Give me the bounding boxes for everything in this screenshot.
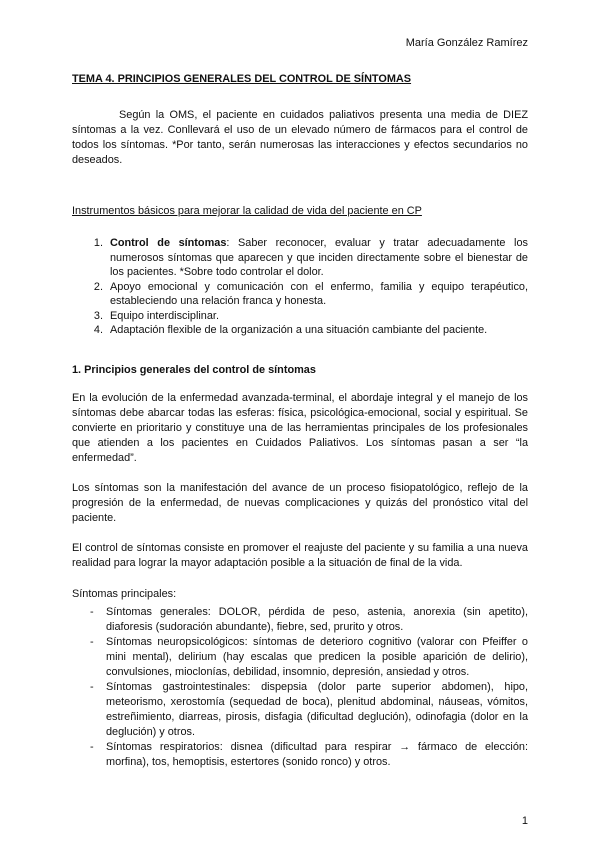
instrument-item-bold: Control de síntomas — [110, 237, 227, 249]
page-content — [72, 72, 528, 770]
symptom-item: - Síntomas neuropsicológicos: síntomas de deterioro cognitivo (valorar con Pfeiffer o mini mental), delirium (hay escalas que predicen la posible aparición de delirio), convulsiones, mioclonías, debilidad, insomnio, depresión, ansiedad y otros. — [106, 635, 528, 680]
symptoms-heading: Síntomas principales: — [72, 587, 177, 600]
instruments-heading: Instrumentos básicos para mejorar la calidad de vida del paciente en CP — [72, 205, 422, 217]
instrument-item — [106, 236, 528, 280]
author-header: María González Ramírez — [405, 37, 528, 49]
section-title: 1. Principios generales del control de síntomas — [72, 363, 316, 376]
body-paragraph: En la evolución de la enfermedad avanzada-terminal, el abordaje integral y el manejo de los síntomas debe abarcar todas las esferas: física, psicológica-emocional, social y espiritual. Se convierte en prioritario y constituye una de las herramientas principales de los profesionales que atienden a los pacientes en Cuidados Paliativos. Los síntomas pasan a ser “la enfermedad”. — [72, 391, 528, 464]
instrument-item — [106, 309, 528, 324]
instrument-item-text: : Saber reconocer, evaluar y tratar adecuadamente los numerosos síntomas que aparecen y que inciden directamente sobre el bienestar de los pacientes. *Sobre todo controlar el dolor. — [110, 237, 528, 278]
page-number: 1 — [521, 815, 528, 827]
instrument-item — [106, 280, 528, 309]
instrument-item-text: Apoyo emocional y comunicación con el enfermo, familia y equipo terapéutico, estableciendo una relación franca y honesta. — [110, 280, 528, 307]
document-title: TEMA 4. PRINCIPIOS GENERALES DEL CONTROL DE SÍNTOMAS — [72, 73, 412, 85]
symptom-item: - Síntomas gastrointestinales: dispepsia (dolor parte superior abdomen), hipo, meteorismo, xerostomía (sequedad de boca), plenitud abdominal, náuseas, vómitos, estreñimiento, diarreas, pirosis, disfagia (dificultad deglución), odinofagia (dolor en la deglución) y otros. — [106, 680, 528, 740]
symptom-item: - Síntomas respiratorios: disnea (dificultad para respirar → fármaco de elección: morfina), tos, hemoptisis, estertores (sonido ronco) y otros. — [106, 740, 528, 770]
symptom-item: - Síntomas generales: DOLOR, pérdida de peso, astenia, anorexia (sin apetito), diaforesis (sudoración abundante), fiebre, sed, prurito y otros. — [106, 605, 528, 635]
instrument-item-text: Equipo interdisciplinar. — [110, 309, 219, 322]
instrument-item — [106, 323, 528, 338]
intro-paragraph: Según la OMS, el paciente en cuidados paliativos presenta una media de DIEZ síntomas a la vez. Conllevará el uso de un elevado número de fármacos para el control de todos los síntomas. *Por tanto, serán numerosas las interacciones y efectos secundarios no deseados. — [72, 109, 528, 166]
body-paragraph: El control de síntomas consiste en promover el reajuste del paciente y su familia a una nueva realidad para lograr la mayor adaptación posible a la situación de final de la vida. — [72, 541, 528, 569]
body-paragraph: Los síntomas son la manifestación del avance de un proceso fisiopatológico, reflejo de la progresión de la enfermedad, de nuevas complicaciones y quizás del pronóstico vital del paciente. — [72, 481, 528, 524]
symptoms-list — [72, 605, 528, 770]
instruments-list — [72, 236, 528, 338]
instrument-item-text: Adaptación flexible de la organización a una situación cambiante del paciente. — [110, 324, 488, 336]
